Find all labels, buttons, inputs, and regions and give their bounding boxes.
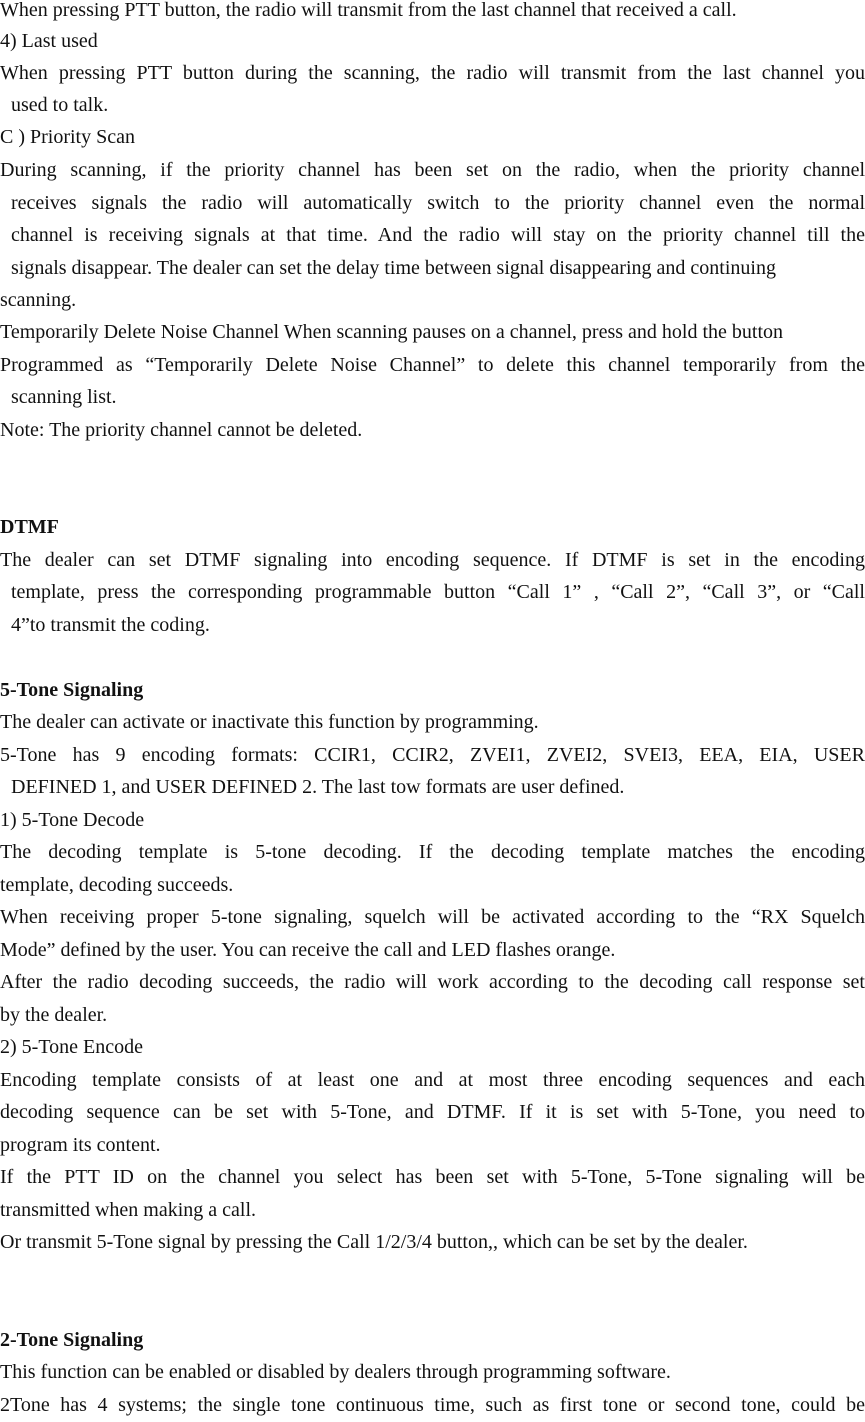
section-heading-2-tone: 2-Tone Signaling	[0, 1329, 144, 1351]
text-line: Encoding template consists of at least one and at most three encoding sequences and each	[0, 1069, 865, 1091]
text-line: decoding sequence can be set with 5-Tone, and DTMF. If it is set with 5-Tone, you need to	[0, 1101, 865, 1123]
list-heading-5-tone-encode: 2) 5-Tone Encode	[0, 1036, 143, 1058]
text-line: 4”to transmit the coding.	[11, 614, 210, 636]
text-line: After the radio decoding succeeds, the radio will work according to the decoding call response set	[0, 971, 865, 993]
text-line: used to talk.	[11, 94, 109, 116]
text-line: transmitted when making a call.	[0, 1199, 257, 1221]
section-heading-dtmf: DTMF	[0, 516, 59, 538]
text-line: When pressing PTT button, the radio will transmit from the last channel that received a call.	[0, 0, 737, 21]
list-heading-last-used: 4) Last used	[0, 30, 98, 52]
text-line: by the dealer.	[0, 1004, 108, 1026]
text-line: template, decoding succeeds.	[0, 874, 234, 896]
text-line: program its content.	[0, 1134, 161, 1156]
text-line: signals disappear. The dealer can set the delay time between signal disappearing and continuing	[11, 257, 776, 279]
text-line: Programmed as “Temporarily Delete Noise Channel” to delete this channel temporarily from the	[0, 354, 865, 376]
text-line: Mode” defined by the user. You can receive the call and LED flashes orange.	[0, 939, 616, 961]
text-line: If the PTT ID on the channel you select has been set with 5-Tone, 5-Tone signaling will be	[0, 1166, 865, 1188]
list-heading-priority-scan: C ) Priority Scan	[0, 126, 135, 148]
note-line: Note: The priority channel cannot be deleted.	[0, 419, 363, 441]
text-line: 2Tone has 4 systems; the single tone continuous time, such as first tone or second tone, could be	[0, 1394, 865, 1416]
text-line: Temporarily Delete Noise Channel When scanning pauses on a channel, press and hold the button	[0, 321, 784, 343]
text-line: The decoding template is 5-tone decoding. If the decoding template matches the encoding	[0, 841, 865, 863]
text-line: This function can be enabled or disabled by dealers through programming software.	[0, 1361, 671, 1383]
section-heading-5-tone: 5-Tone Signaling	[0, 679, 144, 701]
text-line: When pressing PTT button during the scanning, the radio will transmit from the last channel you	[0, 62, 865, 84]
text-line: scanning.	[0, 289, 77, 311]
text-line: DEFINED 1, and USER DEFINED 2. The last tow formats are user defined.	[11, 776, 625, 798]
text-line: template, press the corresponding programmable button “Call 1” , “Call 2”, “Call 3”, or “Call	[11, 581, 865, 603]
text-line: receives signals the radio will automatically switch to the priority channel even the normal	[11, 192, 865, 214]
text-line: The dealer can set DTMF signaling into encoding sequence. If DTMF is set in the encoding	[0, 549, 865, 571]
text-line: During scanning, if the priority channel has been set on the radio, when the priority channel	[0, 159, 865, 181]
text-line: scanning list.	[11, 386, 117, 408]
text-line: channel is receiving signals at that time. And the radio will stay on the priority channel till the	[11, 224, 865, 246]
text-line: The dealer can activate or inactivate this function by programming.	[0, 711, 539, 733]
text-line: When receiving proper 5-tone signaling, squelch will be activated according to the “RX Squelch	[0, 906, 865, 928]
text-line: Or transmit 5-Tone signal by pressing the Call 1/2/3/4 button,, which can be set by the dealer.	[0, 1231, 748, 1253]
list-heading-5-tone-decode: 1) 5-Tone Decode	[0, 809, 145, 831]
text-line: 5-Tone has 9 encoding formats: CCIR1, CCIR2, ZVEI1, ZVEI2, SVEI3, EEA, EIA, USER	[0, 744, 865, 766]
